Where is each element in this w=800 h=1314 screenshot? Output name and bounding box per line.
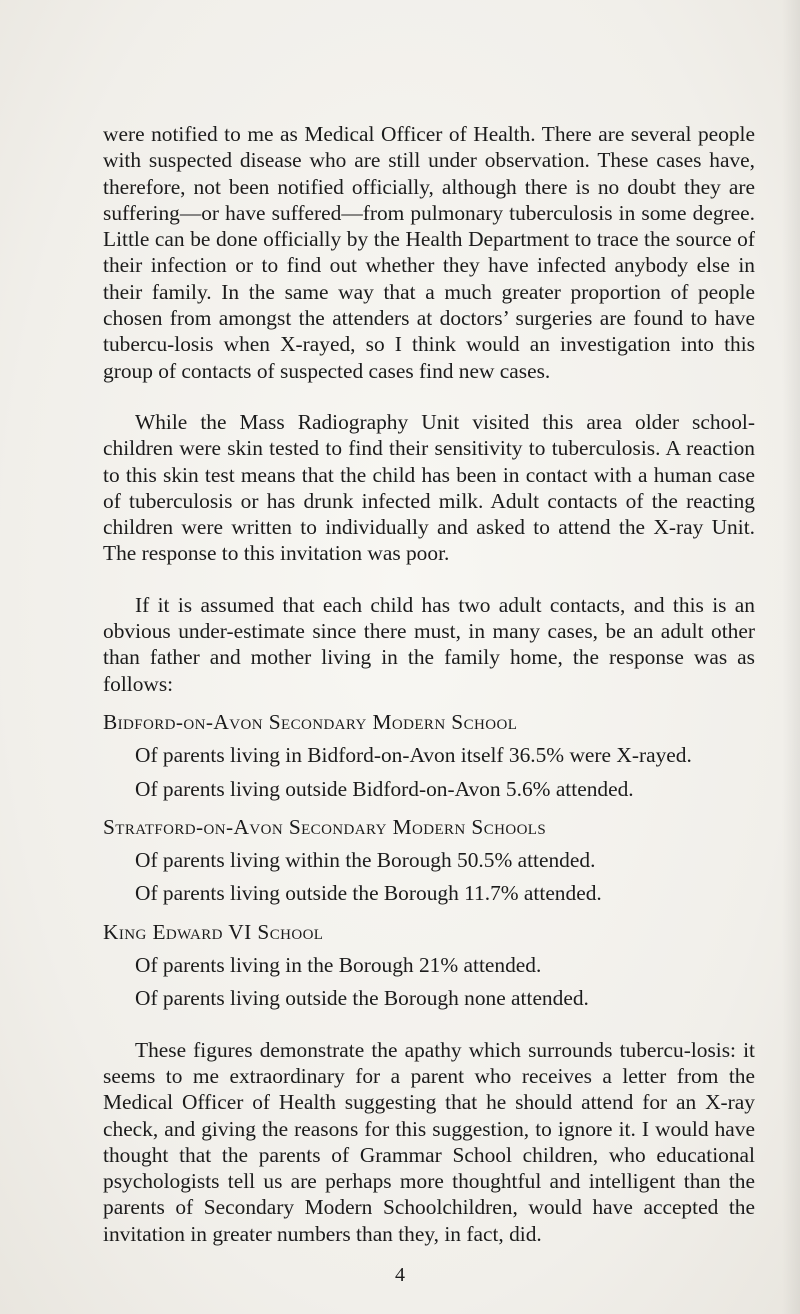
school-heading-king-edward: King Edward VI School bbox=[103, 919, 324, 944]
paragraph-mass-radiography: While the Mass Radiography Unit visited this area older school-children were skin tested to find their sensitivity to tuberculosis. A reaction to this skin test means that the child has been in contact with a human case of tuberculosis or has drunk infected milk. Adult contacts of the reacting children were written to individually and asked to attend the X-ray Unit. The response to this invitation was poor. bbox=[103, 409, 755, 566]
paragraph-notified-cases: were notified to me as Medical Officer of Health. There are several people with suspected disease who are still under observation. These cases have, therefore, not been notified officially, although there is no doubt they are suffering—or have suffered—from pulmonary tuberculosis in some degree. Little can be done officially by the Health Department to trace the source of their infection or to find out whether they have infected anybody else in their family. In the same way that a much greater proportion of people chosen from amongst the attenders at doctors’ surgeries are found to have tubercu-losis when X-rayed, so I think would an investigation into this group of contacts of suspected cases find new cases. bbox=[103, 122, 755, 383]
statistic-line: Of parents living in Bidford-on-Avon itself 36.5% were X-rayed. bbox=[135, 743, 692, 768]
body-text bbox=[103, 121, 755, 1247]
school-section-king-edward bbox=[103, 919, 755, 1012]
paragraph-apathy-conclusion: These figures demonstrate the apathy which surrounds tubercu-losis: it seems to me extraordinary for a parent who receives a letter from the Medical Officer of Health suggesting that he should attend for an X-ray check, and giving the reasons for this suggestion, to ignore it. I would have thought that the parents of Grammar School children, who educational psychologists tell us are perhaps more thoughtful and intelligent than the parents of Secondary Modern Schoolchildren, would have accepted the invitation in greater numbers than they, in fact, did. bbox=[103, 1037, 755, 1246]
statistic-line: Of parents living outside the Borough none attended. bbox=[135, 986, 589, 1011]
statistic-line: Of parents living within the Borough 50.5% attended. bbox=[135, 848, 596, 873]
school-heading-stratford: Stratford-on-Avon Secondary Modern Schools bbox=[103, 814, 547, 839]
statistic-line: Of parents living outside Bidford-on-Avon 5.6% attended. bbox=[135, 776, 634, 801]
page-number: 4 bbox=[395, 1264, 405, 1286]
school-section-bidford bbox=[103, 709, 755, 802]
statistic-line: Of parents living outside the Borough 11.7% attended. bbox=[135, 881, 602, 906]
school-heading-bidford: Bidford-on-Avon Secondary Modern School bbox=[103, 709, 518, 734]
statistic-line: Of parents living in the Borough 21% attended. bbox=[135, 953, 542, 978]
school-section-stratford bbox=[103, 814, 755, 907]
paragraph-response-assumption: If it is assumed that each child has two adult contacts, and this is an obvious under-estimate since there must, in many cases, be an adult other than father and mother living in the family home, the response was as follows: bbox=[103, 592, 755, 696]
page-edge-shadow bbox=[782, 0, 800, 1314]
